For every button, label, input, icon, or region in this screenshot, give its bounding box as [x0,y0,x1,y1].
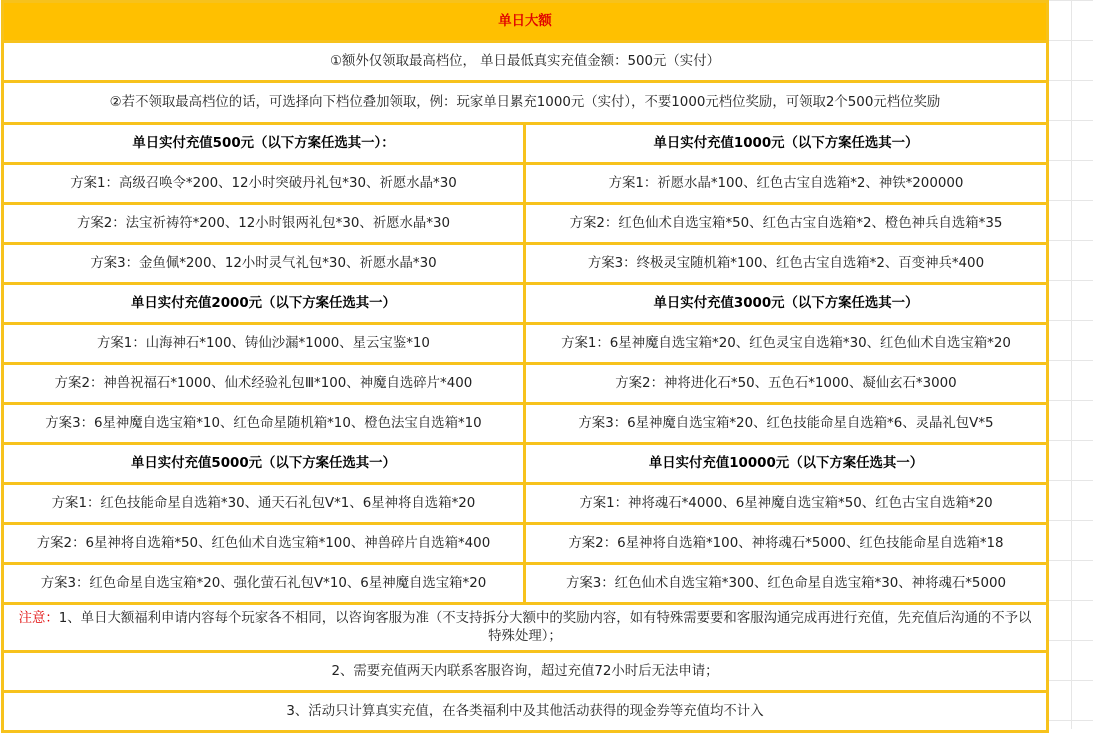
plan-cell: 方案2：神兽祝福石*1000、仙术经验礼包Ⅲ*100、神魔自选碎片*400 [3,364,525,404]
tier-header-5000: 单日实付充值5000元（以下方案任选其一） [3,444,525,484]
plan-cell: 方案2：神将进化石*50、五色石*1000、凝仙玄石*3000 [525,364,1048,404]
plan-cell: 方案1：红色技能命星自选箱*30、通天石礼包V*1、6星神将自选箱*20 [3,484,525,524]
plan-cell: 方案3：红色命星自选宝箱*20、强化萤石礼包V*10、6星神魔自选宝箱*20 [3,564,525,604]
plan-cell: 方案2：红色仙术自选宝箱*50、红色古宝自选箱*2、橙色神兵自选箱*35 [525,204,1048,244]
plan-cell: 方案1：6星神魔自选宝箱*20、红色灵宝自选箱*30、红色仙术自选宝箱*20 [525,324,1048,364]
plan-cell: 方案1：祈愿水晶*100、红色古宝自选箱*2、神铁*200000 [525,164,1048,204]
note-2: 2、需要充值两天内联系客服咨询，超过充值72小时后无法申请； [3,652,1048,692]
table-title: 单日大额 [3,2,1048,42]
note-3: 3、活动只计算真实充值，在各类福利中及其他活动获得的现金券等充值均不计入 [3,692,1048,732]
plan-cell: 方案2：6星神将自选箱*100、神将魂石*5000、红色技能命星自选箱*18 [525,524,1048,564]
tier-header-1000: 单日实付充值1000元（以下方案任选其一） [525,124,1048,164]
note-label: 注意： [18,610,59,626]
plan-cell: 方案3：6星神魔自选宝箱*20、红色技能命星自选箱*6、灵晶礼包V*5 [525,404,1048,444]
note-1 [3,604,1048,652]
plan-cell: 方案1：神将魂石*4000、6星神魔自选宝箱*50、红色古宝自选箱*20 [525,484,1048,524]
plan-cell: 方案2：法宝祈祷符*200、12小时银两礼包*30、祈愿水晶*30 [3,204,525,244]
plan-cell: 方案3：终极灵宝随机箱*100、红色古宝自选箱*2、百变神兵*400 [525,244,1048,284]
plan-cell: 方案3：6星神魔自选宝箱*10、红色命星随机箱*10、橙色法宝自选箱*10 [3,404,525,444]
tier-header-500: 单日实付充值500元（以下方案任选其一）： [3,124,525,164]
note-1-text: 1、单日大额福利申请内容每个玩家各不相同，以咨询客服为准（不支持拆分大额中的奖励内容，如有特殊需要要和客服沟通完成再进行充值，先充值后沟通的不予以特殊处理）； [58,610,1032,644]
intro-line-2: ②若不领取最高档位的话，可选择向下档位叠加领取，例：玩家单日累充1000元（实付），不要1000元档位奖励，可领取2个500元档位奖励 [3,82,1048,124]
tier-header-3000: 单日实付充值3000元（以下方案任选其一） [525,284,1048,324]
plan-cell: 方案1：高级召唤令*200、12小时突破丹礼包*30、祈愿水晶*30 [3,164,525,204]
tier-header-2000: 单日实付充值2000元（以下方案任选其一） [3,284,525,324]
plan-cell: 方案2：6星神将自选箱*50、红色仙术自选宝箱*100、神兽碎片自选箱*400 [3,524,525,564]
plan-cell: 方案1：山海神石*100、铸仙沙漏*1000、星云宝鉴*10 [3,324,525,364]
plan-cell: 方案3：金鱼佩*200、12小时灵气礼包*30、祈愿水晶*30 [3,244,525,284]
intro-line-1: ①额外仅领取最高档位， 单日最低真实充值金额：500元（实付） [3,42,1048,82]
tier-header-10000: 单日实付充值10000元（以下方案任选其一） [525,444,1048,484]
spreadsheet-grid [1047,0,1093,729]
welfare-table [1,0,1049,733]
plan-cell: 方案3：红色仙术自选宝箱*300、红色命星自选宝箱*30、神将魂石*5000 [525,564,1048,604]
